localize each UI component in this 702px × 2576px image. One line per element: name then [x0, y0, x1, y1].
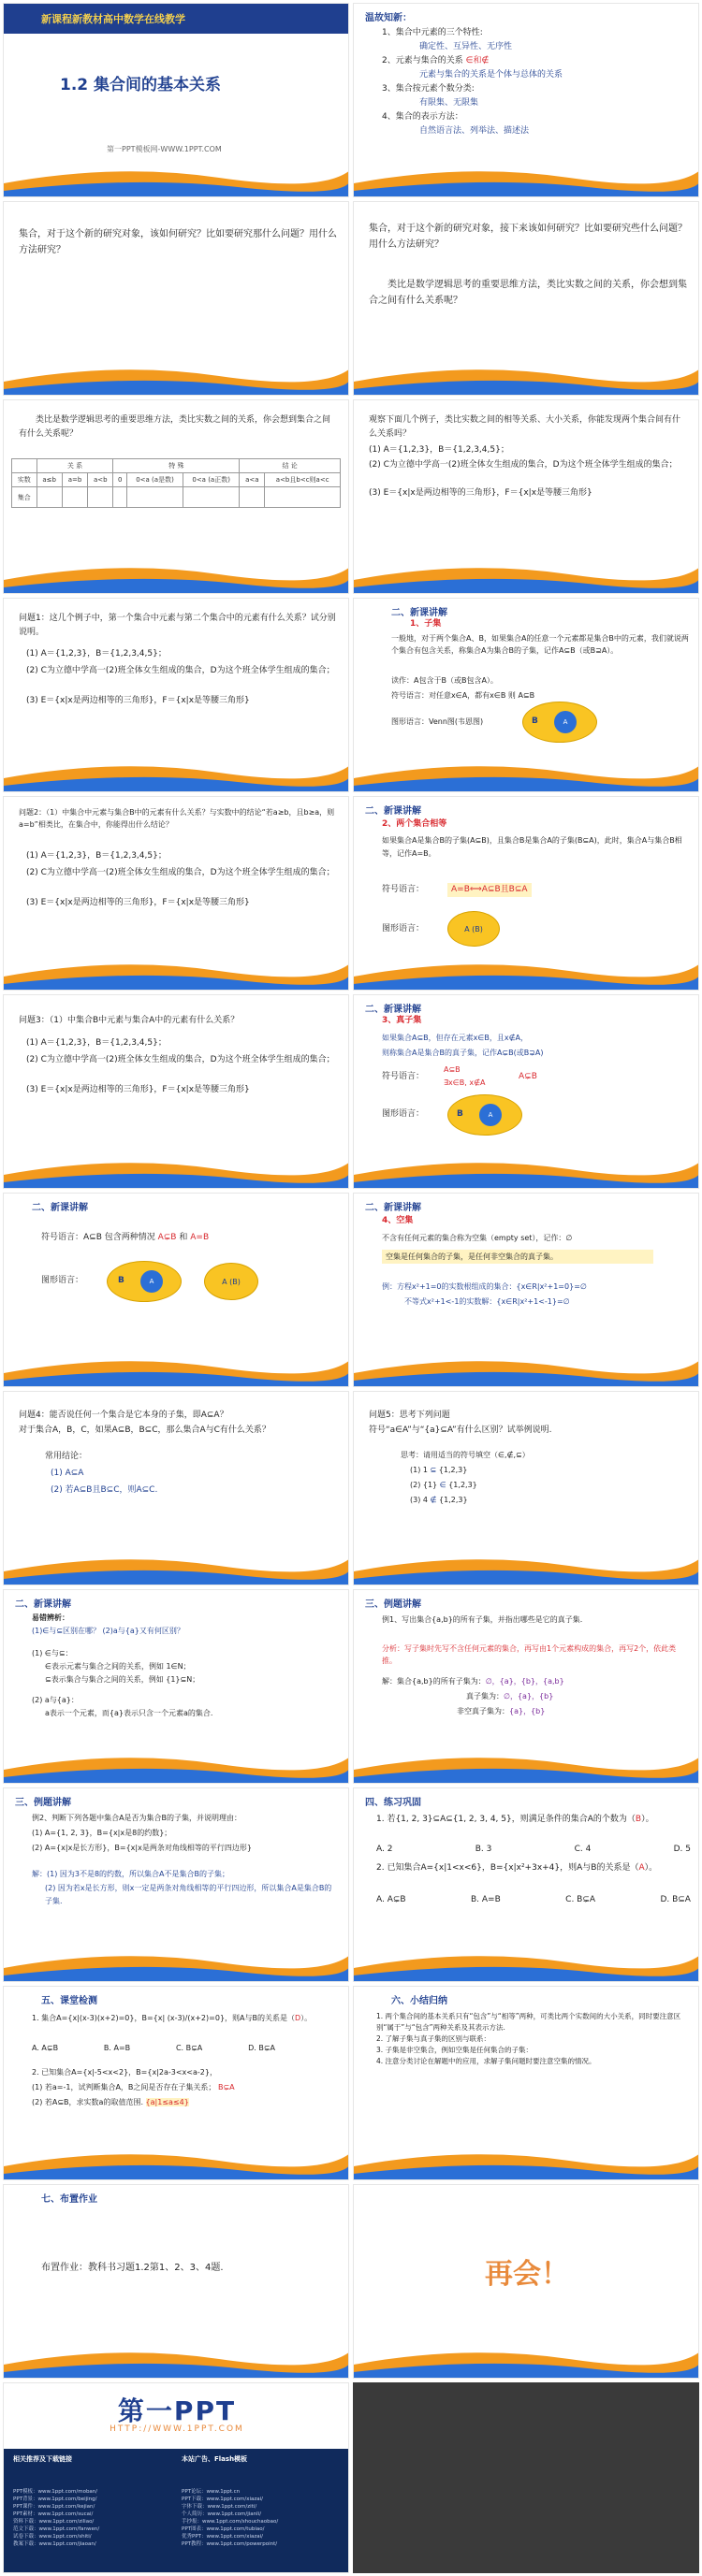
equal-title: 2、两个集合相等 [382, 819, 447, 829]
slide-homework [3, 2184, 349, 2379]
subset-symbol: 符号语言：对任意x∈A，都有x∈B 则 A⊆B [391, 691, 535, 700]
empty-example-1: 例：方程x²+1=0的实数根组成的集合：{x∈R|x²+1=0}=∅ [382, 1282, 587, 1291]
wave-decoration [4, 1551, 349, 1585]
observe-text: 观察下面几个例子，类比实数之间的相等关系、大小关系，你能发现两个集合间有什么关系吗？ [369, 415, 681, 439]
ex2-solution-2: (2) 因为若x是长方形，则x一定是两条对角线相等的平行四边形，所以集合A是集合B的子集. [45, 1884, 332, 1905]
test-q2: 2. 已知集合A={x|-5<x<2}，B={x|2a-3<x<a-2}， [32, 2068, 217, 2077]
ex1-text: 例1、写出集合{a,b}的所有子集，并指出哪些是它的真子集. [382, 1615, 583, 1624]
diff-a1a: ∈表示元素与集合之间的关系，例如 1∈N； [45, 1662, 191, 1671]
wave-decoration [4, 1353, 349, 1386]
wave-decoration [354, 1154, 699, 1188]
problem-1-ex1: (1) A＝{1,2,3}，B＝{1,2,3,4,5}； [26, 649, 167, 658]
proper-venn-label: 图形语言： [382, 1109, 425, 1119]
diff-a1: (1) ∈与⊆： [32, 1649, 73, 1657]
review-item-2: 2、元素与集合的关系 ∈和∉ [382, 56, 490, 65]
homework-section: 七、布置作业 [41, 2194, 97, 2205]
link-item[interactable]: PPT模板：www.1ppt.com/moban/ [13, 2489, 98, 2495]
fill-row: (3) 4 ∉ {1,2,3} [410, 1496, 468, 1504]
slide-problem-4 [3, 1391, 349, 1585]
diff-a1b: ⊆表示集合与集合之间的关系，例如 {1}⊆N； [45, 1675, 200, 1684]
problem-1-ex2: (2) C为立德中学高一(2)班全体女生组成的集合，D为这个班全体学生组成的集合； [26, 666, 335, 675]
analogy-table: 关 系 特 殊 结 论 实数 a≤b a=b a<b 0 0<a (a是数) 0<a (a正数) a<a a<b且b<c则a<c 集合 [11, 458, 341, 508]
cover-title: 1.2 集合间的基本关系 [60, 76, 222, 94]
ex1-proper: 真子集为：∅，{a}，{b} [466, 1692, 554, 1700]
slide-example-2 [3, 1787, 349, 1982]
practice-section: 四、练习巩固 [365, 1798, 421, 1808]
slide-equal [353, 796, 699, 991]
question-1-text: 集合，对于这个新的研究对象，该如何研究？比如要研究那什么问题？用什么方法研究？ [19, 229, 337, 255]
equal-definition: 如果集合A是集合B的子集(A⊆B)，且集合B是集合A的子集(B⊆A)，此时，集合A与集合B相等，记作A=B。 [382, 836, 682, 858]
subset-read: 读作：A包含于B（或B包含A）。 [391, 676, 498, 685]
wave-decoration [354, 1947, 699, 1981]
observe-ex2: (2) C为立德中学高一(2)班全体女生组成的集合，D为这个班全体学生组成的集合； [369, 460, 678, 470]
slide-problem-1 [3, 598, 349, 792]
wave-decoration [354, 361, 699, 395]
observe-ex3: (3) E＝{x|x是两边相等的三角形}，F＝{x|x是等腰三角形} [369, 488, 592, 498]
review-item-3: 3、集合按元素个数分类: [382, 84, 475, 94]
problem-5-think: 思考：请用适当的符号填空（∈,∉,⊆） [401, 1451, 530, 1459]
table-row: 实数 a≤b a=b a<b 0 0<a (a是数) 0<a (a正数) a<a a<b且b<c则a<c [12, 473, 341, 487]
test-q1-options: A. A⊊B B. A=B C. B⊊A D. B⊊A [32, 2044, 275, 2052]
two-symbol: 符号语言：A⊆B 包含两种情况 A⊊B 和 A=B [41, 1233, 210, 1242]
slide-test [3, 1986, 349, 2180]
link-item[interactable]: PPT图表：www.1ppt.com/tubiao/ [182, 2526, 265, 2532]
review-item-1-sub: 确定性、互异性、无序性 [419, 42, 513, 51]
brand-col-left-title: 相关推荐及下载链接 [13, 2455, 72, 2463]
diff-question: (1)∈与⊆区别在哪？ (2)a与{a}又有何区别？ [32, 1627, 184, 1635]
link-item[interactable]: PPT教程：www.1ppt.com/powerpoint/ [182, 2541, 278, 2547]
brand-links-left [13, 2488, 177, 2548]
slide-summary [353, 1986, 699, 2180]
subset-venn-label: 图形语言：Venn图(韦恩图) [391, 717, 484, 726]
wave-decoration [354, 956, 699, 990]
link-item[interactable]: 试卷下载：www.1ppt.com/shiti/ [13, 2534, 92, 2540]
question-2-p2: 类比是数学逻辑思考的重要思维方法，类比实数之间的关系，你会想到集合之间有什么关系呢？ [369, 280, 687, 306]
problem-3-ex3: (3) E＝{x|x是两边相等的三角形}，F＝{x|x是等腰三角形} [26, 1085, 250, 1094]
link-item[interactable]: 个人简历：www.1ppt.com/jianli/ [182, 2511, 262, 2517]
wave-decoration [354, 1353, 699, 1386]
proper-def-2: 则称集合A是集合B的真子集，记作A⊊B(或B⊋A) [382, 1049, 544, 1057]
diff-section: 二、新课讲解 [15, 1599, 71, 1610]
homework-text: 布置作业：教科书习题1.2第1、2、3、4题. [41, 2263, 224, 2273]
practice-q2-options: A. A⊊B B. A=B C. B⊊A D. B⊆A [376, 1895, 691, 1904]
slide-brand [3, 2382, 349, 2573]
review-item-4-sub: 自然语言法、列举法、描述法 [419, 126, 530, 136]
proper-symbol-2: ∃x∈B, x∉A [444, 1078, 486, 1087]
summary-section: 六、小结归纳 [391, 1996, 447, 2006]
ex2-text: 例2、判断下列各题中集合A是否为集合B的子集，并说明理由： [32, 1814, 242, 1822]
venn-b-label: B [532, 716, 538, 726]
venn-set-a: A [554, 711, 577, 733]
link-item[interactable]: PPT素材：www.1ppt.com/sucai/ [13, 2511, 94, 2517]
subset-definition: 一般地，对于两个集合A、B，如果集合A的任意一个元素都是集合B中的元素，我们就说两个集合有包含关系，称集合A为集合B的子集，记作A⊆B（或B⊇A）。 [391, 634, 689, 655]
slide-problem-5 [353, 1391, 699, 1585]
proper-section: 二、新课讲解 [365, 1005, 421, 1015]
wave-decoration [354, 1551, 699, 1585]
slide-proper-subset [353, 994, 699, 1189]
slide-analogy-table [3, 399, 349, 594]
problem-2-ex2: (2) C为立德中学高一(2)班全体女生组成的集合，D为这个班全体学生组成的集合； [26, 868, 335, 877]
slide-problem-2 [3, 796, 349, 991]
wave-decoration [354, 163, 699, 196]
ex1-solution: 解：集合{a,b}的所有子集为：∅，{a}，{b}，{a,b} [382, 1677, 564, 1686]
empty-section: 二、新课讲解 [365, 1203, 421, 1213]
proper-def-1: 如果集合A⊆B，但存在元素x∈B，且x∉A， [382, 1034, 529, 1042]
observe-ex1: (1) A＝{1,2,3}，B＝{1,2,3,4,5}； [369, 445, 509, 455]
problem-4-text: 问题4：能否说任何一个集合是它本身的子集，即A⊆A？ [19, 1411, 228, 1420]
slide-practice [353, 1787, 699, 1982]
question-2-p1: 集合，对于这个新的研究对象，接下来该如何研究？比如要研究些什么问题？用什么方法研究？ [369, 224, 687, 250]
cover-site: 第一PPT模板网-WWW.1PPT.COM [107, 145, 222, 153]
brand-links-right [182, 2488, 345, 2548]
wave-decoration [4, 758, 349, 791]
summary-item: 2. 了解子集与真子集的区别与联系： [376, 2034, 491, 2043]
problem-4-c1: (1) A⊆A [51, 1469, 84, 1478]
problem-2-ex3: (3) E＝{x|x是两边相等的三角形}，F＝{x|x是等腰三角形} [26, 898, 250, 907]
link-item[interactable]: 字体下载：www.1ppt.com/ziti/ [182, 2504, 257, 2510]
slide-question-1 [3, 201, 349, 396]
diff-a2a: a表示一个元素，而{a}表示只含一个元素a的集合. [45, 1709, 213, 1717]
problem-1-text: 问题1：这几个例子中，第一个集合中元素与第二个集合中的元素有什么关系？试分别说明。 [19, 614, 336, 637]
problem-4-c2: (2) 若A⊆B且B⊆C，则A⊆C. [51, 1485, 158, 1495]
summary-item: 3. 子集是非空集合，例如空集是任何集合的子集： [376, 2046, 534, 2054]
proper-symbol-result: A⊊B [519, 1072, 537, 1081]
two-venn-label: 图形语言： [41, 1276, 84, 1285]
brand-logo: 第一PPT [117, 2395, 237, 2426]
review-heading: 温故知新： [365, 13, 412, 23]
slide-review [353, 3, 699, 197]
wave-decoration [4, 1947, 349, 1981]
summary-item: 1. 两个集合间的基本关系只有“包含”与“相等”两种，可类比两个实数间的大小关系，同时要注意区别“属于”与“包含”两种关系及其表示方法. [376, 2012, 681, 2032]
venn-equal: A (B) [447, 911, 500, 947]
test-section: 五、课堂检测 [41, 1996, 97, 2006]
review-item-1: 1、集合中元素的三个特性: [382, 28, 483, 37]
diff-a2: (2) a与{a}： [32, 1696, 79, 1704]
venn-two-equal: A (B) [204, 1263, 258, 1300]
ex2-section: 三、例题讲解 [15, 1798, 71, 1808]
test-q2a: (1) 若a=-1，试判断集合A，B之间是否存在子集关系； B⊊A [32, 2083, 235, 2091]
slide-cover [3, 3, 349, 197]
ex1-section: 三、例题讲解 [365, 1599, 421, 1610]
problem-5-text: 问题5：思考下列问题 [369, 1411, 450, 1420]
cover-banner: 新课程新教材高中数学在线教学 [41, 13, 185, 25]
link-item[interactable]: PPT论坛：www.1ppt.cn [182, 2489, 241, 2495]
subset-section: 二、新课讲解 [391, 608, 447, 618]
practice-q2: 2. 已知集合A={x|1<x<6}，B={x|x²+3x+4}，则A与B的关系是（A）。 [376, 1863, 658, 1873]
practice-q1: 1. 若{1, 2, 3}⊆A⊆{1, 2, 3, 4, 5}，则满足条件的集合A的个数为（B）。 [376, 1815, 654, 1824]
goodbye-text: 再会！ [485, 2258, 569, 2291]
wave-decoration [354, 2146, 699, 2179]
wave-decoration [354, 1749, 699, 1783]
link-item[interactable]: PPT下载：www.1ppt.com/xiazai/ [182, 2496, 264, 2502]
review-item-2-sub: 元素与集合的关系是个体与总体的关系 [419, 70, 563, 80]
fill-row: (1) 1 ⊆ {1,2,3} [410, 1466, 468, 1474]
venn-proper-b-label: B [457, 1109, 463, 1119]
venn-proper-a: A [479, 1104, 502, 1126]
summary-list [376, 2011, 691, 2067]
review-item-3-sub: 有限集、无限集 [419, 98, 479, 108]
summary-item: 4. 注意分类讨论在解题中的应用，求解子集问题时要注意空集的情况。 [376, 2057, 596, 2065]
link-item[interactable]: PPT背景：www.1ppt.com/beijing/ [13, 2496, 97, 2502]
empty-highlight: 空集是任何集合的子集，是任何非空集合的真子集。 [382, 1250, 653, 1264]
review-list [382, 26, 691, 138]
slide-question-2 [353, 201, 699, 396]
wave-decoration [4, 2344, 349, 2378]
equal-symbol-label: 符号语言： [382, 885, 425, 894]
link-item[interactable]: 资料下载：www.1ppt.com/ziliao/ [13, 2519, 95, 2525]
link-item[interactable]: 教案下载：www.1ppt.com/jiaoan/ [13, 2541, 96, 2547]
empty-definition: 不含有任何元素的集合称为空集（empty set），记作：∅ [382, 1234, 573, 1242]
slide-goodbye [353, 2184, 699, 2379]
link-item[interactable]: 优秀PPT：www.1ppt.com/xiazai/ [182, 2534, 264, 2540]
venn-two-a: A [140, 1270, 163, 1293]
slide-empty-set [353, 1193, 699, 1387]
ex1-analysis: 分析：写子集时先写不含任何元素的集合，再写由1个元素构成的集合，再写2个，依此类推。 [382, 1644, 677, 1665]
test-q1: 1. 集合A={x|(x-3)(x+2)=0}，B={x| (x-3)/(x+2)=0}，则A与B的关系是（D）。 [32, 2014, 313, 2022]
ex2-item-1: (1) A={1, 2, 3}，B={x|x是8的约数}； [32, 1829, 172, 1837]
slide-subset [353, 598, 699, 792]
empty-example-2: 不等式x²+1<-1的实数解：{x∈R|x²+1<-1}=∅ [404, 1297, 570, 1306]
ex1-nonempty: 非空真子集为：{a}，{b} [457, 1707, 546, 1715]
proper-symbol-label: 符号语言： [382, 1072, 425, 1081]
venn-two-b-label: B [118, 1276, 124, 1285]
empty-dark-panel [353, 2382, 699, 2573]
link-item[interactable]: PPT课件：www.1ppt.com/kejian/ [13, 2504, 95, 2510]
wave-decoration [354, 758, 699, 791]
problem-3-ex2: (2) C为立德中学高一(2)班全体女生组成的集合，D为这个班全体学生组成的集合； [26, 1055, 335, 1064]
review-item-4: 4、集合的表示方法： [382, 112, 463, 122]
problem-3-ex1: (1) A＝{1,2,3}，B＝{1,2,3,4,5}； [26, 1038, 167, 1048]
proper-title: 3、真子集 [382, 1016, 422, 1025]
brand-url: HTTP://WWW.1PPT.COM [110, 2424, 244, 2434]
test-q2b: (2) 若A⊆B，求实数a的取值范围. {a|1≤a≤4} [32, 2098, 189, 2106]
slide-example-1 [353, 1589, 699, 1784]
proper-symbol-1: A⊆B [444, 1065, 461, 1074]
wave-decoration [4, 956, 349, 990]
problem-2-text: 问题2：（1）中集合中元素与集合B中的元素有什么关系？与实数中的结论“若a≥b，且b≥a，则a=b”相类比，在集合中，你能得出什么结论？ [19, 808, 335, 829]
link-item[interactable]: 范文下载：www.1ppt.com/fanwen/ [13, 2526, 100, 2532]
ex2-solution-1: 解：(1) 因为3不是8的约数，所以集合A不是集合B的子集； [32, 1870, 230, 1878]
fill-row: (2) {1} ∈ {1,2,3} [410, 1481, 477, 1489]
wave-decoration [4, 559, 349, 593]
link-item[interactable]: 手抄报：www.1ppt.com/shouchaobao/ [182, 2519, 279, 2525]
diff-title: 易错辨析： [32, 1614, 69, 1622]
analogy-text: 类比是数学逻辑思考的重要思维方法，类比实数之间的关系，你会想到集合之间有什么关系呢？ [19, 415, 331, 439]
empty-title: 4、空集 [382, 1216, 414, 1225]
slide-problem-3 [3, 994, 349, 1189]
wave-decoration [354, 559, 699, 593]
wave-decoration [4, 361, 349, 395]
wave-decoration [354, 2344, 699, 2378]
slide-confusion [3, 1589, 349, 1784]
problem-4-conclusion: 常用结论： [45, 1452, 88, 1461]
equal-symbol: A=B⟺A⊆B且B⊆A [447, 883, 532, 897]
practice-q1-options: A. 2 B. 3 C. 4 D. 5 [376, 1845, 691, 1854]
ex2-item-2: (2) A={x|x是长方形}，B={x|x是两条对角线相等的平行四边形} [32, 1844, 252, 1852]
wave-decoration [4, 1154, 349, 1188]
slide-observe [353, 399, 699, 594]
equal-venn-label: 图形语言： [382, 924, 425, 933]
brand-col-right-title: 本站广告、Flash模板 [182, 2455, 248, 2463]
wave-decoration [4, 163, 349, 196]
problem-4-text-2: 对于集合A，B，C，如果A⊆B，B⊆C，那么集合A与C有什么关系？ [19, 1425, 271, 1435]
wave-decoration [4, 1749, 349, 1783]
problem-2-ex1: (1) A＝{1,2,3}，B＝{1,2,3,4,5}； [26, 851, 167, 861]
problem-5-text-2: 符号“a∈A”与“{a}⊆A”有什么区别？试举例说明. [369, 1425, 552, 1435]
subset-title: 1、子集 [410, 619, 442, 629]
problem-3-text: 问题3：（1）中集合B中元素与集合A中的元素有什么关系？ [19, 1016, 240, 1025]
problem-1-ex3: (3) E＝{x|x是两边相等的三角形}，F＝{x|x是等腰三角形} [26, 696, 250, 705]
two-section: 二、新课讲解 [32, 1203, 88, 1213]
equal-section: 二、新课讲解 [365, 806, 421, 817]
table-row: 集合 [12, 487, 341, 508]
slide-two-cases [3, 1193, 349, 1387]
wave-decoration [4, 2146, 349, 2179]
